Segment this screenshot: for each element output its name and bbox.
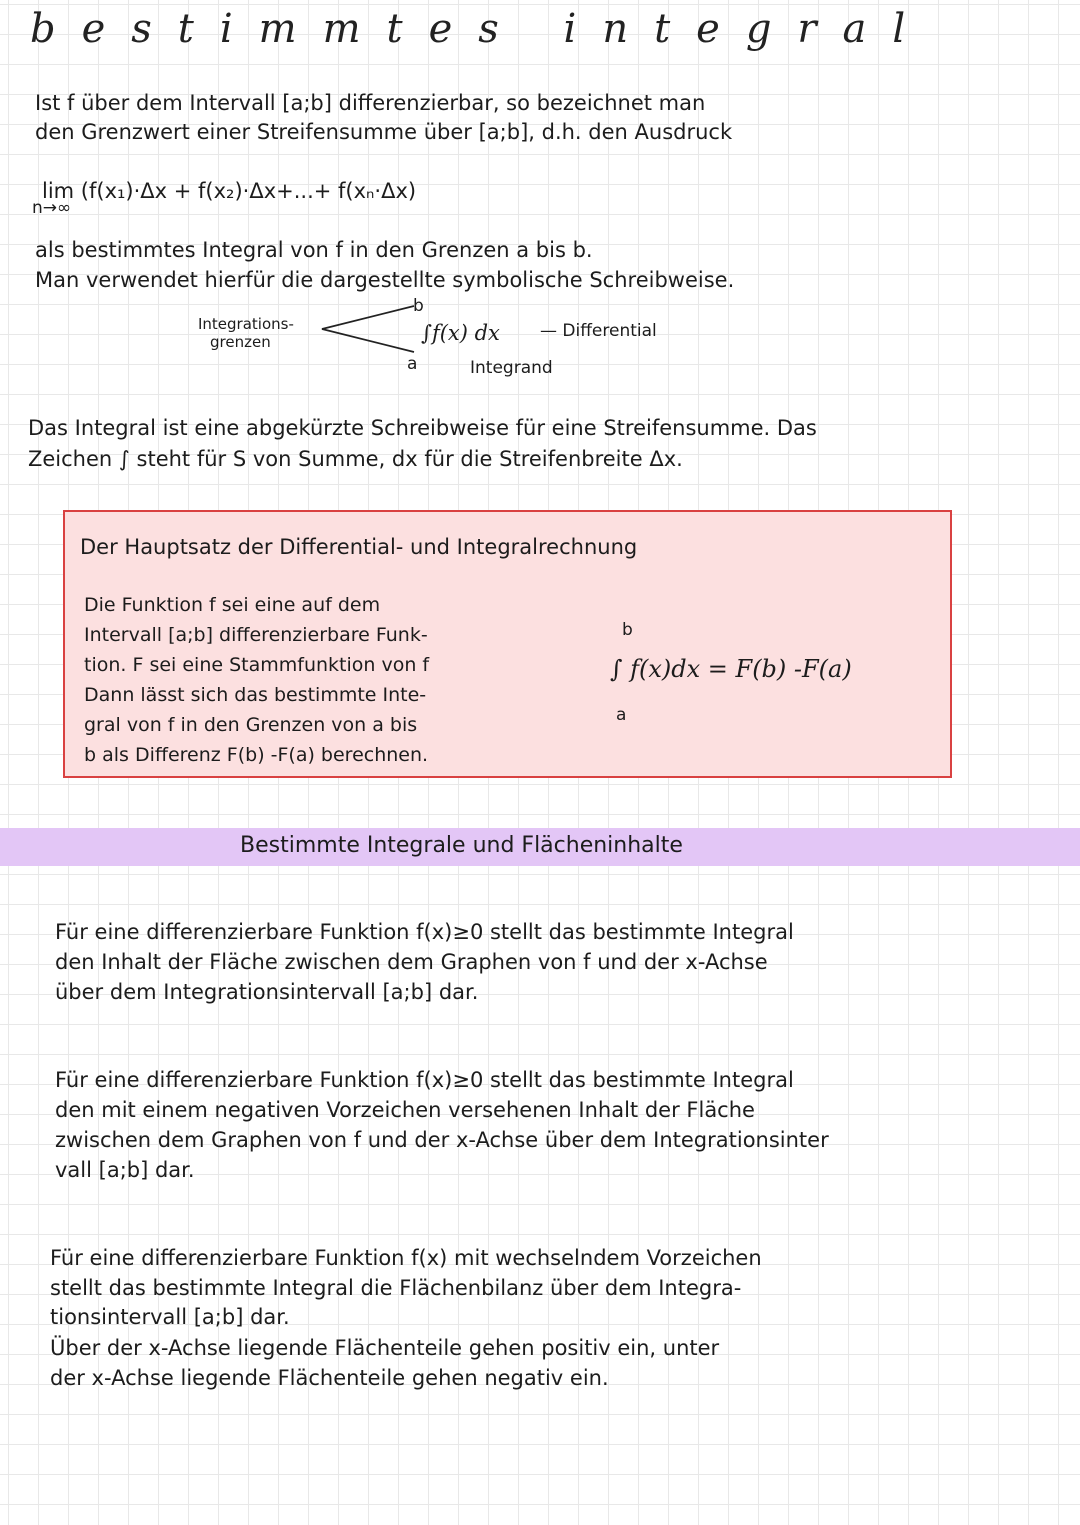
main-theorem-formula: ∫ f(x)dx = F(b) -F(a) — [610, 655, 852, 683]
page-title: bestimmtes integral — [30, 6, 932, 52]
paragraph-3-line: Über der x-Achse liegende Flächenteile gehen positiv ein, unter — [50, 1336, 720, 1360]
integration-limits-label-1: Integrations- — [198, 315, 294, 333]
paragraph-3-line: der x-Achse liegende Flächenteile gehen negativ ein. — [50, 1366, 609, 1390]
integration-limits-label-2: grenzen — [210, 333, 271, 351]
section-heading: Bestimmte Integrale und Flächeninhalte — [240, 833, 683, 858]
paragraph-2-line: Für eine differenzierbare Funktion f(x)≥0 stellt das bestimmte Integral — [55, 1068, 794, 1092]
diagram-upper-limit: b — [413, 296, 424, 316]
intro-line-4: Man verwendet hierfür die dargestellte symbolische Schreibweise. — [35, 268, 735, 292]
limit-formula: lim (f(x₁)·Δx + f(x₂)·Δx+...+ f(xₙ·Δx) — [42, 179, 417, 203]
theorem-line: Intervall [a;b] differenzierbare Funk- — [84, 624, 428, 646]
integrand-label: Integrand — [470, 358, 553, 378]
paragraph-3-line: tionsintervall [a;b] dar. — [50, 1305, 290, 1329]
paragraph-1-line: Für eine differenzierbare Funktion f(x)≥0 stellt das bestimmte Integral — [55, 920, 794, 944]
diagram-lower-limit: a — [407, 354, 418, 374]
theorem-line: tion. F sei eine Stammfunktion von f — [84, 654, 430, 676]
theorem-line: b als Differenz F(b) -F(a) berechnen. — [84, 744, 429, 766]
theorem-line: gral von f in den Grenzen von a bis — [84, 714, 418, 736]
formula-upper-limit: b — [622, 620, 633, 640]
paragraph-2-line: vall [a;b] dar. — [55, 1158, 195, 1182]
paragraph-3-line: stellt das bestimmte Integral die Flächenbilanz über dem Integra- — [50, 1276, 742, 1300]
paragraph-3-line: Für eine differenzierbare Funktion f(x) mit wechselndem Vorzeichen — [50, 1246, 762, 1270]
intro-line-1: Ist f über dem Intervall [a;b] differenzierbar, so bezeichnet man — [35, 91, 706, 115]
explain-line-2: Zeichen ∫ steht für S von Summe, dx für die Streifenbreite Δx. — [28, 447, 683, 471]
formula-lower-limit: a — [616, 705, 627, 725]
intro-line-3: als bestimmtes Integral von f in den Grenzen a bis b. — [35, 238, 593, 262]
paragraph-2-line: zwischen dem Graphen von f und der x-Achse über dem Integrationsinter — [55, 1128, 829, 1152]
diagram-integral: ∫f(x) dx — [421, 321, 500, 345]
paragraph-1-line: den Inhalt der Fläche zwischen dem Graphen von f und der x-Achse — [55, 950, 768, 974]
limit-subscript: n→∞ — [32, 198, 72, 218]
paragraph-1-line: über dem Integrationsintervall [a;b] dar. — [55, 980, 479, 1004]
theorem-heading: Der Hauptsatz der Differential- und Integralrechnung — [80, 535, 638, 559]
theorem-line: Die Funktion f sei eine auf dem — [84, 594, 381, 616]
explain-line-1: Das Integral ist eine abgekürzte Schreibweise für eine Streifensumme. Das — [28, 416, 817, 440]
limits-bracket-arrow — [318, 302, 422, 358]
theorem-line: Dann lässt sich das bestimmte Inte- — [84, 684, 427, 706]
intro-line-2: den Grenzwert einer Streifensumme über [a;b], d.h. den Ausdruck — [35, 120, 733, 144]
paragraph-2-line: den mit einem negativen Vorzeichen versehenen Inhalt der Fläche — [55, 1098, 755, 1122]
differential-label: — Differential — [540, 321, 657, 341]
